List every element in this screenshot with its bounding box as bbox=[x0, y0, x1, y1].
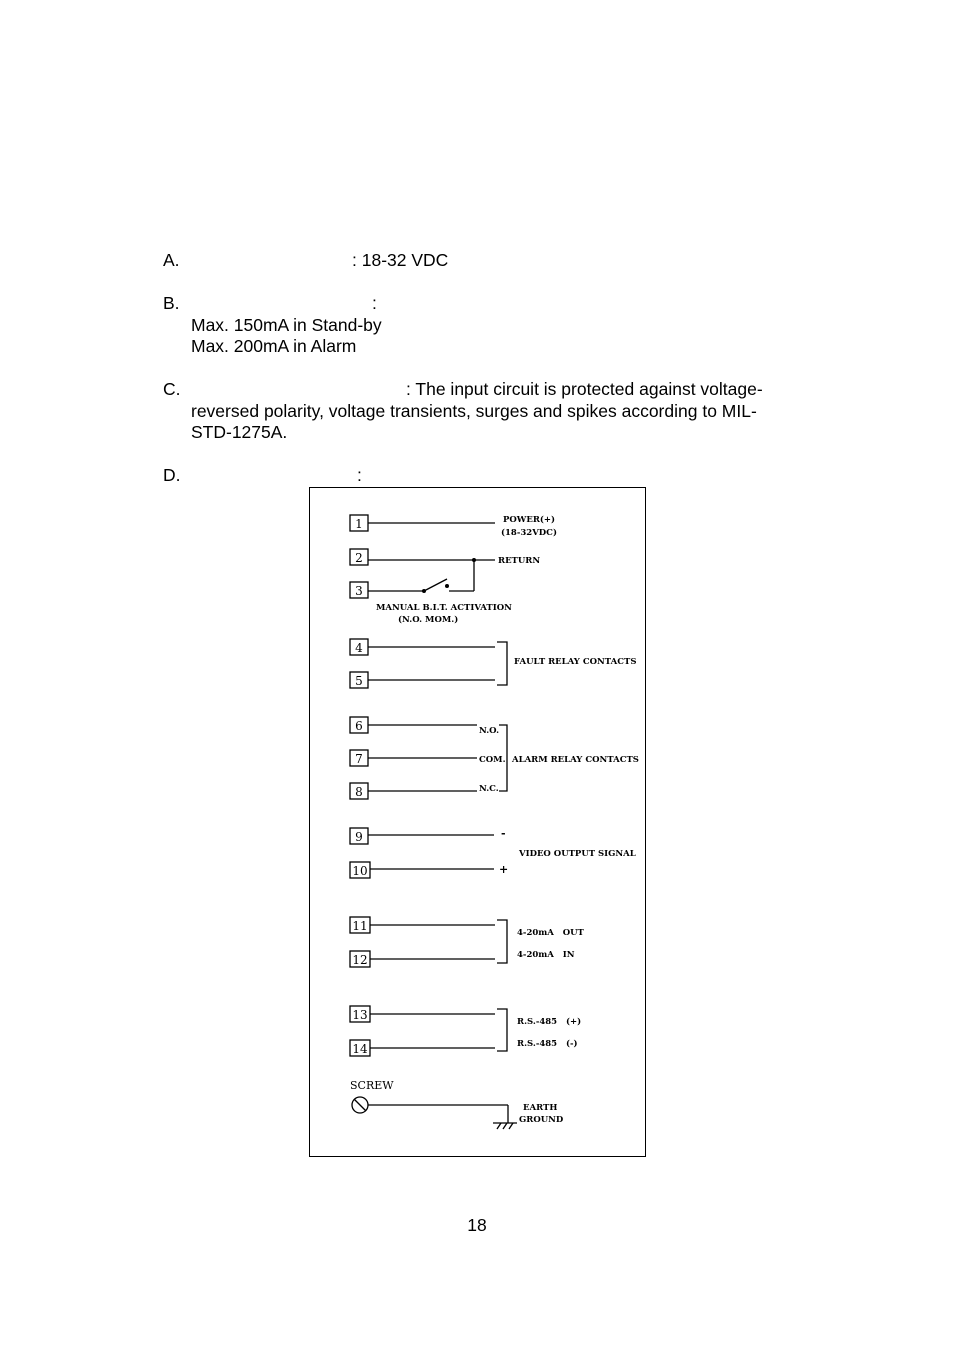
item-a-value: : 18-32 VDC bbox=[352, 250, 449, 270]
screw-slot bbox=[354, 1099, 366, 1111]
item-b-letter: B. bbox=[163, 293, 180, 313]
power-range-label: (18-32VDC) bbox=[501, 528, 557, 538]
terminal-11-number: 11 bbox=[352, 919, 368, 933]
return-label: RETURN bbox=[498, 556, 541, 566]
item-c-line-1: reversed polarity, voltage transients, surges and spikes according to MIL- bbox=[191, 401, 757, 421]
terminal-2-number: 2 bbox=[355, 551, 363, 565]
terminal-14-number: 14 bbox=[352, 1042, 368, 1056]
nc-label: N.C. bbox=[479, 784, 499, 794]
fault-bracket bbox=[497, 642, 507, 685]
earth-label: EARTH bbox=[523, 1103, 558, 1113]
switch-contact-dot bbox=[445, 584, 449, 588]
switch-pivot-dot bbox=[422, 589, 426, 593]
item-b-colon: : bbox=[372, 293, 377, 313]
item-c-line-2: STD-1275A. bbox=[191, 422, 288, 442]
switch-blade bbox=[424, 579, 447, 591]
terminal-5-number: 5 bbox=[355, 674, 363, 688]
fault-relay-label: FAULT RELAY CONTACTS bbox=[514, 657, 637, 667]
item-c-value: : The input circuit is protected against voltage- bbox=[406, 379, 763, 399]
power-label: POWER(+) bbox=[503, 515, 556, 525]
terminal-13-number: 13 bbox=[352, 1008, 368, 1022]
terminal-6-number: 6 bbox=[355, 719, 363, 733]
video-plus-label: + bbox=[499, 863, 509, 876]
item-d-colon: : bbox=[357, 465, 362, 485]
current-out-label: 4-20mA OUT bbox=[517, 928, 584, 938]
item-d-letter: D. bbox=[163, 465, 181, 485]
video-output-label: VIDEO OUTPUT SIGNAL bbox=[519, 849, 636, 859]
terminal-12-number: 12 bbox=[352, 953, 368, 967]
terminal-1-number: 1 bbox=[355, 517, 363, 531]
alarm-relay-label: ALARM RELAY CONTACTS bbox=[512, 755, 639, 765]
current-in-label: 4-20mA IN bbox=[517, 950, 575, 960]
terminal-3-number: 3 bbox=[355, 584, 363, 598]
item-c-letter: C. bbox=[163, 379, 181, 399]
terminal-7-number: 7 bbox=[355, 752, 363, 766]
item-b-line-1: Max. 150mA in Stand-by bbox=[191, 315, 382, 335]
terminal-9-number: 9 bbox=[355, 830, 363, 844]
com-label: COM. bbox=[479, 755, 506, 765]
item-b-line-2: Max. 200mA in Alarm bbox=[191, 336, 357, 356]
screw-label: SCREW bbox=[350, 1079, 394, 1092]
junction-dot bbox=[472, 558, 476, 562]
ground-label: GROUND bbox=[519, 1115, 564, 1125]
terminal-10-number: 10 bbox=[352, 864, 368, 878]
rs485-bracket bbox=[497, 1009, 507, 1051]
current-loop-bracket bbox=[497, 920, 507, 963]
page-number: 18 bbox=[467, 1215, 487, 1235]
item-a-letter: A. bbox=[163, 250, 180, 270]
rs485-minus-label: R.S.-485 (-) bbox=[517, 1039, 578, 1049]
video-minus-label: - bbox=[501, 827, 506, 840]
manual-bit-label: MANUAL B.I.T. ACTIVATION bbox=[376, 603, 512, 613]
terminal-4-number: 4 bbox=[355, 641, 363, 655]
terminal-8-number: 8 bbox=[355, 785, 363, 799]
no-label: N.O. bbox=[479, 726, 500, 736]
rs485-plus-label: R.S.-485 (+) bbox=[517, 1017, 582, 1027]
manual-bit-sub-label: (N.O. MOM.) bbox=[398, 615, 459, 625]
wiring-diagram bbox=[309, 487, 646, 1157]
